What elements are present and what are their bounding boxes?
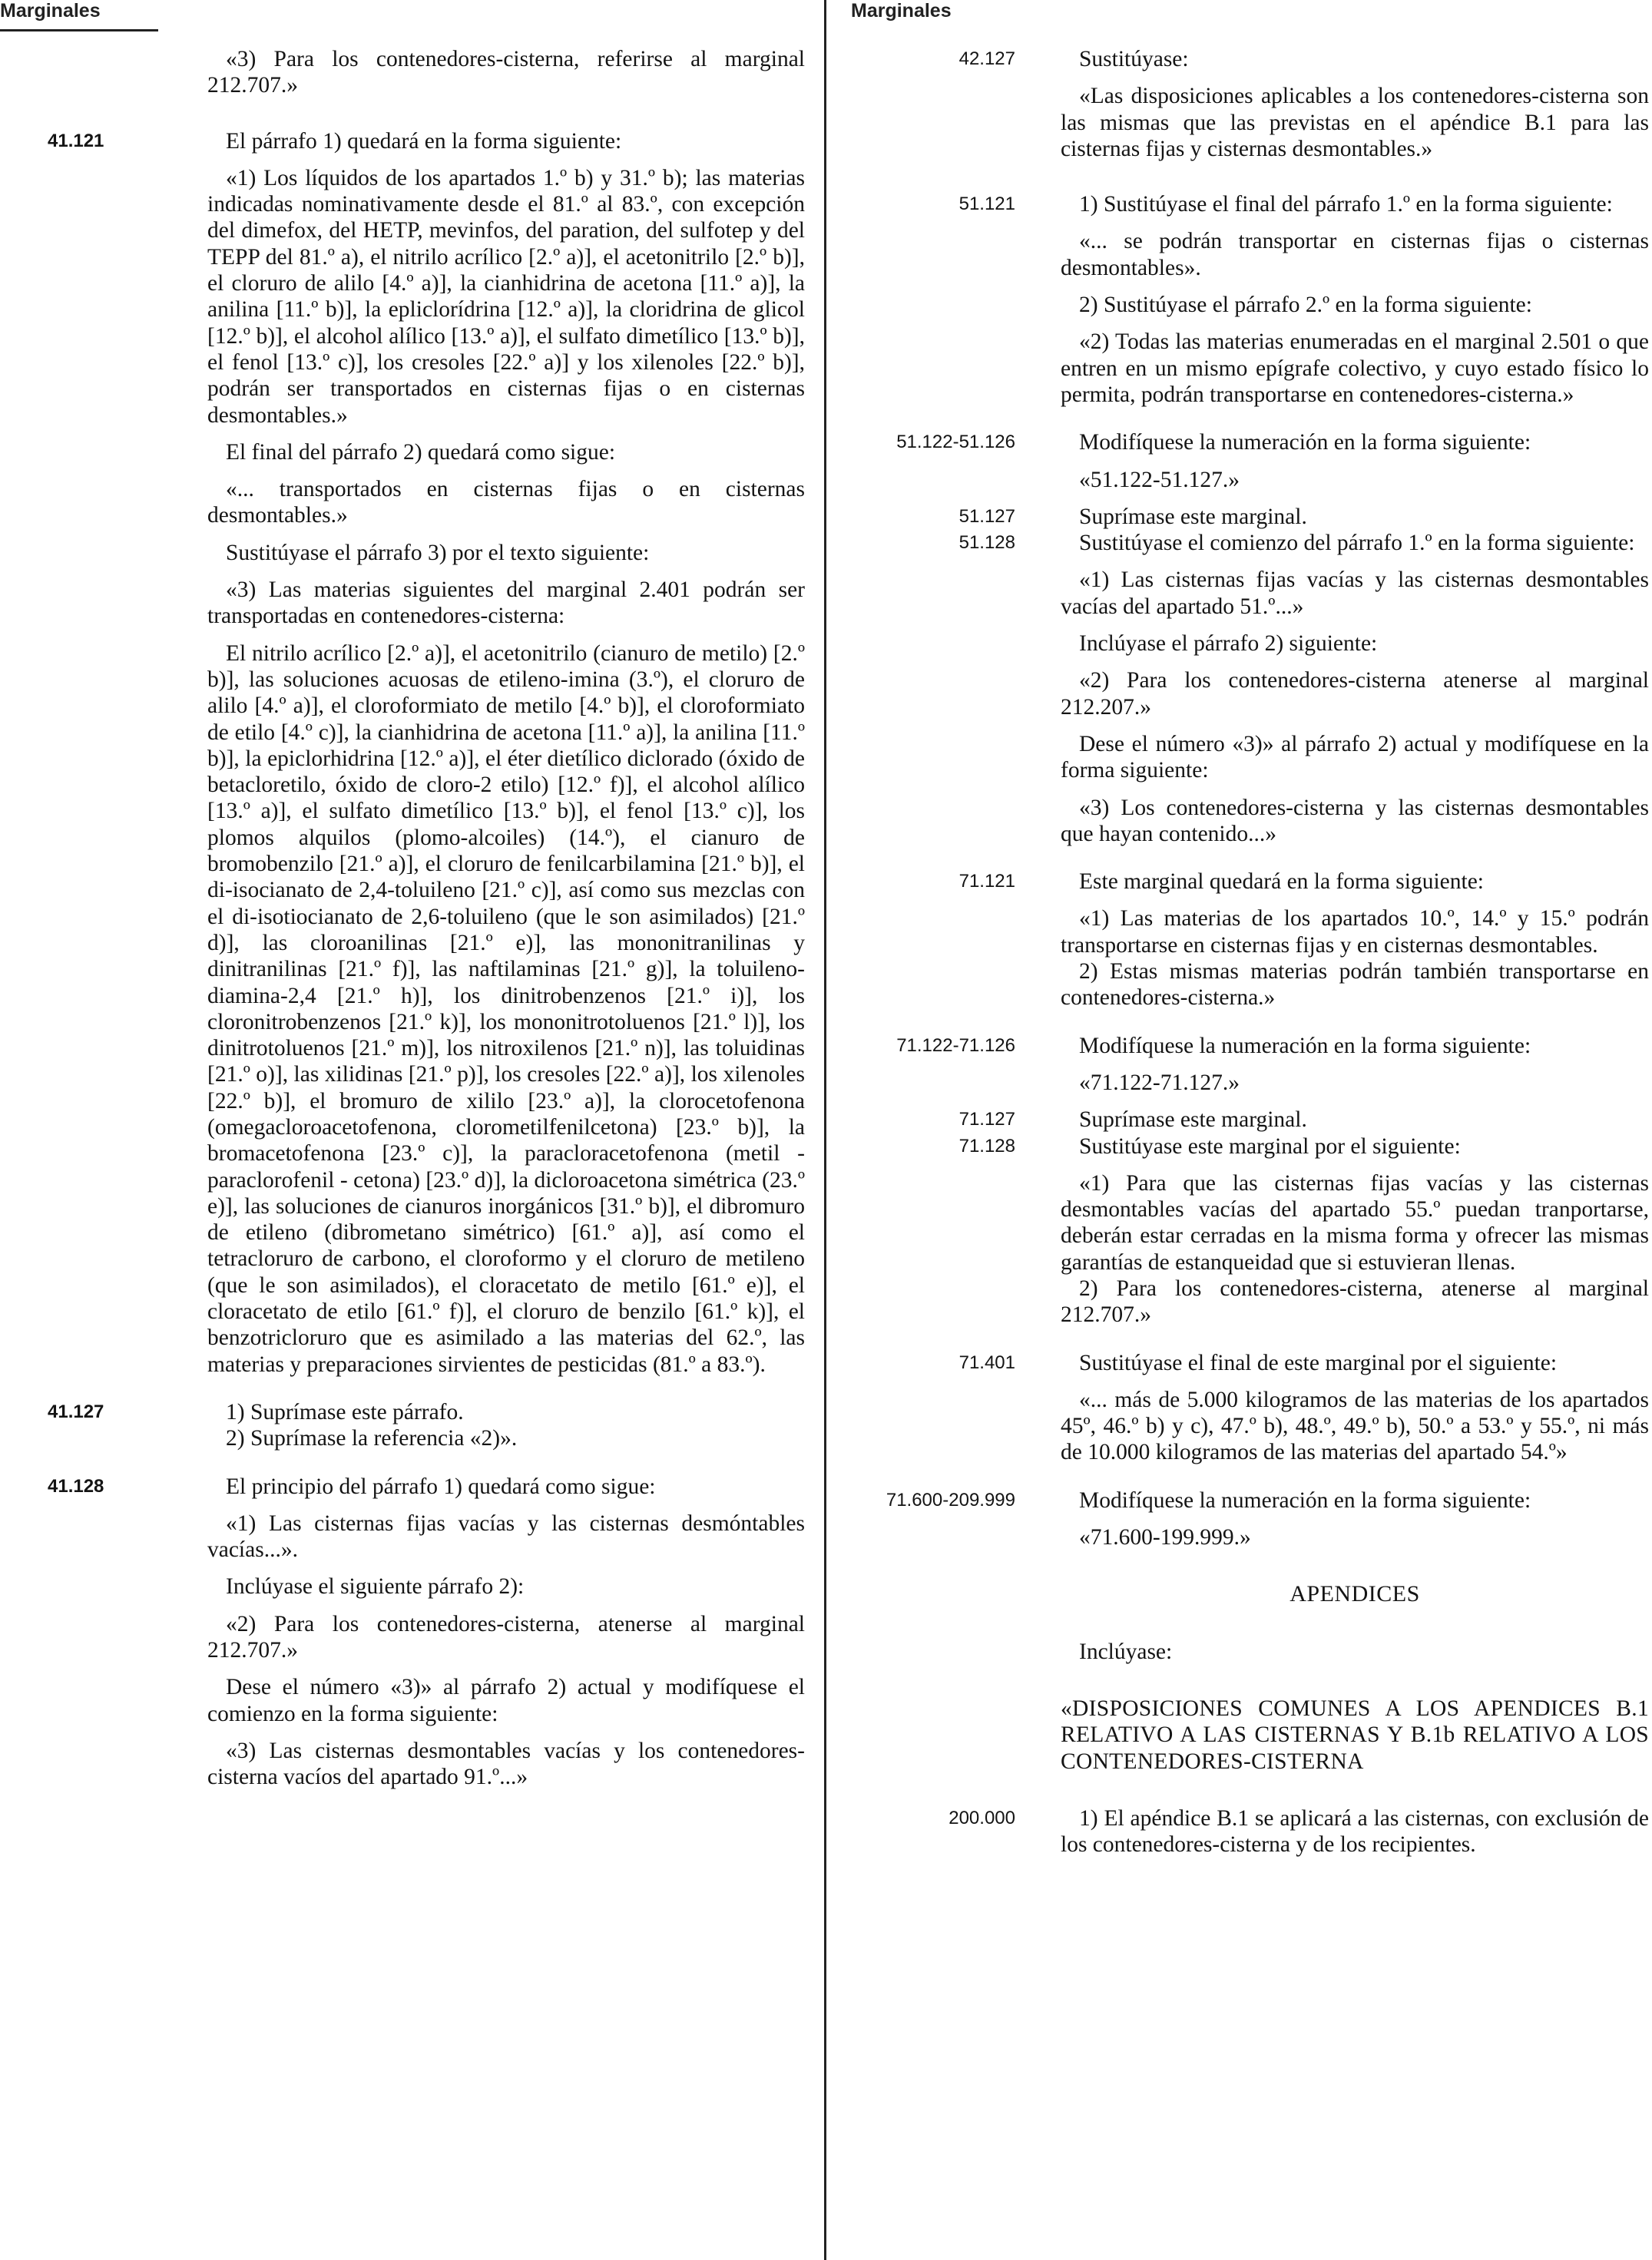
paragraph: «... más de 5.000 kilogramos de las materias de los apartados 45º, 46.º b) y c), 47.º b), 48.º, 49.º b), 50.º a 53.º y 55.º, ni más de 10.000 kilogramos de las materias del apartado 54.º» — [1061, 1387, 1649, 1465]
paragraph: Sustitúyase el final de este marginal por el siguiente: — [1079, 1350, 1558, 1375]
left-column — [0, 46, 805, 1802]
paragraph: El párrafo 1) quedará en la forma siguiente: — [226, 128, 622, 154]
paragraph: Sustitúyase este marginal por el siguiente: — [1079, 1133, 1461, 1159]
paragraph: «2) Para los contenedores-cisterna, atenerse al marginal 212.707.» — [207, 1611, 805, 1663]
section-apendices — [852, 1581, 1652, 1774]
left-entry-0 — [0, 46, 805, 99]
paragraph: «1) Las cisternas fijas vacías y las cisternas desmontables vacías del apartado 51.º...» — [1061, 567, 1649, 619]
marginal-number: 41.128 — [48, 1475, 104, 1497]
paragraph: Dese el número «3)» al párrafo 2) actual y modifíquese el comienzo en la forma siguiente: — [207, 1675, 805, 1726]
right-column — [852, 46, 1652, 1868]
paragraph: «3) Las cisternas desmontables vacías y los contenedores-cisterna vacíos del apartado 91.º...» — [207, 1738, 805, 1790]
left-entry-41127 — [0, 1399, 805, 1452]
paragraph: «51.122-51.127.» — [1079, 467, 1240, 492]
marginal-number: 71.127 — [958, 1109, 1015, 1130]
paragraph: 1) Suprímase este párrafo. — [226, 1399, 464, 1424]
paragraph: «... transportados en cisternas fijas o en cisternas desmontables.» — [207, 477, 805, 528]
paragraph: Sustitúyase el párrafo 3) por el texto siguiente: — [226, 540, 650, 565]
paragraph: «... se podrán transportar en cisternas fijas o cisternas desmontables». — [1061, 229, 1649, 280]
marginal-number: 71.128 — [958, 1135, 1015, 1156]
paragraph: 2) Estas mismas materias podrán también transportarse en contenedores-cisterna.» — [1061, 959, 1649, 1011]
paragraph: Inclúyase el párrafo 2) siguiente: — [1079, 631, 1378, 657]
paragraph: Modifíquese la numeración en la forma siguiente: — [1079, 1487, 1531, 1513]
marginal-number: 51.127 — [958, 505, 1015, 527]
paragraph: «1) Las materias de los apartados 10.º, 14.º y 15.º podrán transportarse en cisternas fijas y en cisternas desmontables. — [1061, 906, 1649, 958]
marginal-number: 71.401 — [958, 1352, 1015, 1373]
column-divider — [824, 0, 826, 2260]
paragraph: Suprímase este marginal. — [1079, 504, 1307, 529]
paragraph: El nitrilo acrílico [2.º a)], el acetonitrilo (cianuro de metilo) [2.º b)], las soluciones acuosas de etileno-imina (3.º), el cloruro de alilo [4.º a)], el cloroformiato de metilo [4.º b)], el cloroformiato de etilo [4.º c)], la cianhidrina de acetona [11.º a)], la anilina [11.º b)], la epiclorhidrina [12.º a)], el éter dietílico diclorado (óxido de betacloretilo, óxido de cloro-2 etilo) [12.º f)], el alcohol alílico [13.º a)], el sulfato dimetílico [13.º b)], el fenol [13.º c)], los plomos alquilos (plomo-alcoiles) (14.º), el cianuro de bromobenzilo [21.º a)], el cloruro de fenilcarbilamina [21.º b)], el di-isocianato de 2,4-toluileno [21.º c)], así como sus mezclas con el di-isotiocianato de 2,6-toluileno (que le son asimilados) [21.º d)], las cloroanilinas [21.º e)], las mononitranilinas y dinitranilinas [21.º f)], las naftilaminas [21.º g)], la toluileno-diamina-2,4 [21.º h)], los dinitrobenzenos [21.º i)], los cloronitrobenzenos [21.º k)], los mononitrotoluenos [21.º l)], los dinitrotoluenos [21.º m)], los nitroxilenos [21.º n)], las toluidinas [21.º o)], las xilidinas [21.º p)], los cresoles [22.º a)], los xilenoles [22.º b)], el bromuro de xililo [23.º a)], la clorocetofenona (omegacloroacetofenona, clorometilfenilcetona) [23.º b)], la bromacetofenona [23.º c)], la paracloracetofenona (metil - paraclorofenil - cetona) [23.º d)], la dicloroacetona simétrica (23.º e)], las soluciones de cianuros inorgánicos [31.º b)], el dibromuro de etileno (dibrometano simétrico) [61.º a)], así como el tetracloruro de carbono, el cloroformo y el cloruro de metileno (que le son asimilados), el cloracetato de metilo [61.º e)], el cloracetato de etilo [61.º f)], el cloruro de benzilo [61.º k)], el benzotricloruro que es asimilado a las materias del 62.º, las materias y preparaciones sirvientes de pesticidas (81.º a 83.º). — [207, 640, 805, 1377]
section-title: APENDICES — [1289, 1581, 1420, 1607]
paragraph: «1) Los líquidos de los apartados 1.º b) y 31.º b); las materias indicadas nominativamente desde el 81.º al 83.º, con excepción del dimefox, del HETP, mevinfos, del paration, del sulfotep y del TEPP del 81.º a), el nitrilo acrílico [2.º a)], el acetonitrilo [2.º b)], el cloruro de alilo [4.º a)], la cianhidrina de acetona [11.º a)], la anilina [11.º b)], la epliclorídrina [12.º a)], la cloridrina de glicol [12.º b)], el alcohol alílico [13.º a)], el sulfato dimetílico [13.º b)], el fenol [13.º c)], los cresoles [22.º a)] y los xilenoles [22.º b)], podrán ser transportados en cisternas fijas o en cisternas desmontables.» — [207, 165, 805, 428]
paragraph: «1) Para que las cisternas fijas vacías y las cisternas desmontables vacías del apartado 55.º puedan tranportarse, deberán estar cerradas en la misma forma y ofrecer las mismas garantías de estanqueidad que si estuvieran llenas. — [1061, 1170, 1649, 1275]
right-entry-71401 — [852, 1350, 1652, 1466]
paragraph: Sustitúyase el comienzo del párrafo 1.º en la forma siguiente: — [1079, 531, 1635, 556]
right-entry-51127 — [852, 504, 1652, 530]
right-entry-71121 — [852, 869, 1652, 1011]
paragraph: Modifíquese la numeración en la forma siguiente: — [1079, 430, 1531, 455]
marginal-number: 51.122-51.126 — [896, 432, 1015, 453]
paragraph: 2) Para los contenedores-cisterna, atenerse al marginal 212.707.» — [1061, 1276, 1649, 1328]
paragraph: «Las disposiciones aplicables a los contenedores-cisterna son las mismas que las previstas en el apéndice B.1 para las cisternas fijas y cisternas desmontables.» — [1061, 84, 1649, 161]
right-entry-42127 — [852, 46, 1652, 162]
paragraph: 2) Suprímase la referencia «2)». — [226, 1426, 518, 1451]
marginal-number: 51.121 — [958, 194, 1015, 215]
left-entry-41121 — [0, 128, 805, 1378]
marginal-number: 71.121 — [958, 871, 1015, 892]
paragraph: «2) Para los contenedores-cisterna atenerse al marginal 212.207.» — [1061, 668, 1649, 720]
paragraph: «1) Las cisternas fijas vacías y las cisternas desmóntables vacías...». — [207, 1511, 805, 1563]
paragraph: Suprímase este marginal. — [1079, 1107, 1307, 1133]
paragraph: Sustitúyase: — [1079, 47, 1189, 71]
paragraph: El final del párrafo 2) quedará como sigue: — [226, 439, 616, 465]
right-entry-71127 — [852, 1107, 1652, 1133]
marginal-number: 41.121 — [48, 130, 104, 151]
marginal-number: 42.127 — [958, 48, 1015, 69]
right-entry-71600-209999 — [852, 1487, 1652, 1551]
paragraph: «3) Las materias siguientes del marginal 2.401 podrán ser transportadas en contenedores-cisterna: — [207, 577, 805, 629]
header-rule — [0, 29, 158, 31]
paragraph: Inclúyase: — [1079, 1639, 1173, 1664]
right-entry-51122-51126 — [852, 429, 1652, 493]
paragraph: «2) Todas las materias enumeradas en el marginal 2.501 o que entren en un mismo epígrafe colectivo, y cuyo estado físico lo permita, podrán transportarse en contenedores-cisterna.» — [1061, 329, 1649, 407]
paragraph: Modifíquese la numeración en la forma siguiente: — [1079, 1033, 1531, 1058]
right-entry-200000 — [852, 1805, 1652, 1858]
paragraph: «71.600-199.999.» — [1079, 1525, 1251, 1550]
marginal-number: 51.128 — [958, 532, 1015, 554]
paragraph: 1) El apéndice B.1 se aplicará a las cisternas, con exclusión de los contenedores-cisterna y de los recipientes. — [1061, 1805, 1649, 1858]
header-left-label: Marginales — [0, 0, 101, 22]
paragraph: «71.122-71.127.» — [1079, 1070, 1240, 1095]
marginal-number: 200.000 — [948, 1807, 1015, 1828]
right-entry-51121 — [852, 191, 1652, 408]
right-entry-71122-71126 — [852, 1033, 1652, 1097]
caps-heading: «DISPOSICIONES COMUNES A LOS APENDICES B.1 RELATIVO A LAS CISTERNAS Y B.1b RELATIVO A LOS CONTENEDORES-CISTERNA — [1061, 1696, 1649, 1774]
paragraph: Inclúyase el siguiente párrafo 2): — [226, 1574, 525, 1600]
marginal-number: 41.127 — [48, 1401, 104, 1422]
paragraph: «3) Los contenedores-cisterna y las cisternas desmontables que hayan contenido...» — [1061, 795, 1649, 846]
marginal-number: 71.122-71.126 — [896, 1034, 1015, 1056]
right-entry-51128 — [852, 530, 1652, 847]
paragraph: Este marginal quedará en la forma siguiente: — [1079, 869, 1484, 895]
paragraph: «3) Para los contenedores-cisterna, referirse al marginal 212.707.» — [207, 47, 805, 98]
paragraph: El principio del párrafo 1) quedará como sigue: — [226, 1474, 656, 1499]
right-entry-71128 — [852, 1133, 1652, 1329]
paragraph: 1) Sustitúyase el final del párrafo 1.º en la forma siguiente: — [1079, 192, 1613, 217]
marginal-number: 71.600-209.999 — [886, 1489, 1015, 1511]
header-right-label: Marginales — [851, 0, 952, 22]
paragraph: Dese el número «3)» al párrafo 2) actual y modifíquese en la forma siguiente: — [1061, 731, 1649, 783]
left-entry-41128 — [0, 1474, 805, 1791]
paragraph: 2) Sustitúyase el párrafo 2.º en la forma siguiente: — [1079, 293, 1532, 318]
